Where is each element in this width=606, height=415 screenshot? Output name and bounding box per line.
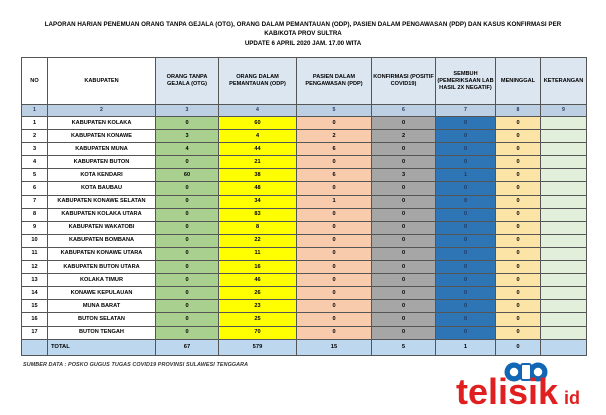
cell-meninggal: 0 xyxy=(496,117,541,130)
cell-keterangan xyxy=(541,208,587,221)
colnum-6: 6 xyxy=(372,105,436,117)
cell-sembuh: 0 xyxy=(436,117,496,130)
cell-kabupaten: KOLAKA TIMUR xyxy=(48,274,156,287)
table-row xyxy=(22,143,587,156)
colnum-2: 2 xyxy=(48,105,156,117)
cell-konfirmasi: 3 xyxy=(372,169,436,182)
cell-odp: 44 xyxy=(219,143,297,156)
cell-meninggal: 0 xyxy=(496,208,541,221)
cell-pdp: 0 xyxy=(297,117,372,130)
cell-meninggal: 0 xyxy=(496,261,541,274)
total-meninggal: 0 xyxy=(496,339,541,355)
cell-no: 6 xyxy=(22,182,48,195)
cell-konfirmasi: 0 xyxy=(372,156,436,169)
cell-odp: 60 xyxy=(219,117,297,130)
cell-otg: 0 xyxy=(156,274,219,287)
table-row xyxy=(22,326,587,339)
total-otg: 67 xyxy=(156,339,219,355)
colnum-1: 1 xyxy=(22,105,48,117)
cell-meninggal: 0 xyxy=(496,195,541,208)
colnum-4: 4 xyxy=(219,105,297,117)
cell-keterangan xyxy=(541,156,587,169)
cell-kabupaten: KABUPATEN KOLAKA UTARA xyxy=(48,208,156,221)
total-label: TOTAL xyxy=(48,339,156,355)
table-row xyxy=(22,313,587,326)
cell-kabupaten: BUTON TENGAH xyxy=(48,326,156,339)
cell-otg: 0 xyxy=(156,221,219,234)
cell-otg: 0 xyxy=(156,287,219,300)
cell-konfirmasi: 0 xyxy=(372,261,436,274)
cell-sembuh: 0 xyxy=(436,287,496,300)
cell-kabupaten: MUNA BARAT xyxy=(48,300,156,313)
cell-otg: 0 xyxy=(156,313,219,326)
cell-meninggal: 0 xyxy=(496,130,541,143)
total-sembuh: 1 xyxy=(436,339,496,355)
cell-otg: 0 xyxy=(156,208,219,221)
cell-no: 5 xyxy=(22,169,48,182)
report-title-update-line: UPDATE 6 APRIL 2020 JAM. 17.00 WITA xyxy=(244,40,362,47)
cell-odp: 23 xyxy=(219,300,297,313)
cell-meninggal: 0 xyxy=(496,169,541,182)
cell-konfirmasi: 2 xyxy=(372,130,436,143)
cell-sembuh: 0 xyxy=(436,143,496,156)
colnum-7: 7 xyxy=(436,105,496,117)
cell-meninggal: 0 xyxy=(496,143,541,156)
colnum-3: 3 xyxy=(156,105,219,117)
table-row xyxy=(22,156,587,169)
cell-pdp: 0 xyxy=(297,234,372,247)
header-sembuh: SEMBUH (PEMERIKSAAN LAB HASIL 2X NEGATIF) xyxy=(436,58,496,105)
header-kabupaten: KABUPATEN xyxy=(48,58,156,105)
cell-otg: 0 xyxy=(156,117,219,130)
cell-keterangan xyxy=(541,313,587,326)
telisik-logo-svg xyxy=(452,358,592,410)
table-row xyxy=(22,195,587,208)
cell-pdp: 0 xyxy=(297,326,372,339)
table-row xyxy=(22,287,587,300)
cell-meninggal: 0 xyxy=(496,313,541,326)
cell-odp: 83 xyxy=(219,208,297,221)
cell-kabupaten: KABUPATEN WAKATOBI xyxy=(48,221,156,234)
cell-sembuh: 0 xyxy=(436,313,496,326)
total-odp: 579 xyxy=(219,339,297,355)
cell-no: 13 xyxy=(22,274,48,287)
cell-konfirmasi: 0 xyxy=(372,287,436,300)
cell-no: 2 xyxy=(22,130,48,143)
cell-no: 8 xyxy=(22,208,48,221)
header-otg: ORANG TANPA GEJALA (OTG) xyxy=(156,58,219,105)
header-row xyxy=(22,58,587,105)
table-row xyxy=(22,182,587,195)
column-number-row xyxy=(22,105,587,117)
cell-sembuh: 0 xyxy=(436,274,496,287)
cell-pdp: 6 xyxy=(297,143,372,156)
colnum-9: 9 xyxy=(541,105,587,117)
cell-sembuh: 0 xyxy=(436,221,496,234)
report-title-line-2: KAB/KOTA PROV SULTRA xyxy=(264,30,342,37)
cell-konfirmasi: 0 xyxy=(372,208,436,221)
cell-keterangan xyxy=(541,234,587,247)
cell-no: 10 xyxy=(22,234,48,247)
cell-odp: 48 xyxy=(219,182,297,195)
table-row xyxy=(22,261,587,274)
cell-kabupaten: KABUPATEN BUTON UTARA xyxy=(48,261,156,274)
cell-keterangan xyxy=(541,143,587,156)
table-row xyxy=(22,274,587,287)
report-title-block xyxy=(30,20,576,48)
colnum-5: 5 xyxy=(297,105,372,117)
cell-keterangan xyxy=(541,326,587,339)
cell-kabupaten: KABUPATEN KONAWE SELATAN xyxy=(48,195,156,208)
cell-no: 7 xyxy=(22,195,48,208)
cell-no: 4 xyxy=(22,156,48,169)
cell-sembuh: 1 xyxy=(436,169,496,182)
cell-odp: 11 xyxy=(219,247,297,260)
table-row xyxy=(22,247,587,260)
cell-sembuh: 0 xyxy=(436,326,496,339)
cell-pdp: 0 xyxy=(297,261,372,274)
telisik-logo xyxy=(452,358,592,410)
cell-kabupaten: KABUPATEN KONAWE xyxy=(48,130,156,143)
report-table-container xyxy=(21,57,586,356)
cell-meninggal: 0 xyxy=(496,221,541,234)
cell-meninggal: 0 xyxy=(496,182,541,195)
cell-pdp: 0 xyxy=(297,287,372,300)
cell-kabupaten: KABUPATEN MUNA xyxy=(48,143,156,156)
cell-odp: 38 xyxy=(219,169,297,182)
cell-sembuh: 0 xyxy=(436,261,496,274)
cell-odp: 16 xyxy=(219,261,297,274)
cell-pdp: 2 xyxy=(297,130,372,143)
cell-konfirmasi: 0 xyxy=(372,313,436,326)
table-header xyxy=(22,58,587,117)
cell-kabupaten: KABUPATEN KOLAKA xyxy=(48,117,156,130)
cell-meninggal: 0 xyxy=(496,326,541,339)
covid-report-table xyxy=(21,57,587,356)
cell-pdp: 0 xyxy=(297,247,372,260)
cell-keterangan xyxy=(541,247,587,260)
total-konfirmasi: 5 xyxy=(372,339,436,355)
cell-otg: 0 xyxy=(156,247,219,260)
cell-meninggal: 0 xyxy=(496,156,541,169)
cell-keterangan xyxy=(541,287,587,300)
cell-otg: 0 xyxy=(156,234,219,247)
table-row xyxy=(22,234,587,247)
cell-odp: 70 xyxy=(219,326,297,339)
cell-keterangan xyxy=(541,221,587,234)
cell-keterangan xyxy=(541,195,587,208)
cell-no: 12 xyxy=(22,261,48,274)
cell-pdp: 0 xyxy=(297,208,372,221)
table-row xyxy=(22,221,587,234)
cell-no: 11 xyxy=(22,247,48,260)
cell-keterangan xyxy=(541,169,587,182)
cell-konfirmasi: 0 xyxy=(372,234,436,247)
cell-keterangan xyxy=(541,261,587,274)
total-pdp: 15 xyxy=(297,339,372,355)
cell-otg: 3 xyxy=(156,130,219,143)
cell-sembuh: 0 xyxy=(436,234,496,247)
table-row xyxy=(22,208,587,221)
cell-pdp: 0 xyxy=(297,221,372,234)
cell-konfirmasi: 0 xyxy=(372,117,436,130)
cell-no: 14 xyxy=(22,287,48,300)
cell-meninggal: 0 xyxy=(496,287,541,300)
cell-meninggal: 0 xyxy=(496,234,541,247)
cell-otg: 0 xyxy=(156,326,219,339)
header-konfirmasi: KONFIRMASI (POSITIF COVID19) xyxy=(372,58,436,105)
cell-no: 1 xyxy=(22,117,48,130)
cell-keterangan xyxy=(541,117,587,130)
source-note: SUMBER DATA : POSKO GUGUS TUGAS COVID19 PROVINSI SULAWESI TENGGARA xyxy=(23,362,249,368)
cell-pdp: 0 xyxy=(297,182,372,195)
cell-konfirmasi: 0 xyxy=(372,221,436,234)
cell-meninggal: 0 xyxy=(496,274,541,287)
cell-konfirmasi: 0 xyxy=(372,247,436,260)
cell-konfirmasi: 0 xyxy=(372,326,436,339)
cell-sembuh: 0 xyxy=(436,195,496,208)
cell-sembuh: 0 xyxy=(436,182,496,195)
cell-no: 3 xyxy=(22,143,48,156)
cell-meninggal: 0 xyxy=(496,300,541,313)
report-title-line-1: LAPORAN HARIAN PENEMUAN ORANG TANPA GEJALA (OTG), ORANG DALAM PEMANTAUAN (ODP), PASIEN DALAM PENGAWASAN (PDP) DAN KASUS KONFIRMASI PER xyxy=(44,21,562,28)
cell-kabupaten: KOTA KENDARI xyxy=(48,169,156,182)
cell-konfirmasi: 0 xyxy=(372,274,436,287)
total-keterangan xyxy=(541,339,587,355)
cell-odp: 22 xyxy=(219,234,297,247)
total-row xyxy=(22,339,587,355)
cell-sembuh: 0 xyxy=(436,130,496,143)
cell-no: 17 xyxy=(22,326,48,339)
header-no: NO xyxy=(22,58,48,105)
cell-otg: 0 xyxy=(156,182,219,195)
cell-no: 16 xyxy=(22,313,48,326)
cell-odp: 46 xyxy=(219,274,297,287)
cell-keterangan xyxy=(541,274,587,287)
cell-sembuh: 0 xyxy=(436,247,496,260)
cell-pdp: 0 xyxy=(297,313,372,326)
cell-otg: 0 xyxy=(156,261,219,274)
cell-pdp: 0 xyxy=(297,274,372,287)
cell-odp: 25 xyxy=(219,313,297,326)
cell-otg: 0 xyxy=(156,195,219,208)
cell-pdp: 0 xyxy=(297,300,372,313)
cell-sembuh: 0 xyxy=(436,208,496,221)
cell-kabupaten: KABUPATEN BOMBANA xyxy=(48,234,156,247)
logo-suffix: id xyxy=(564,388,580,408)
table-body xyxy=(22,117,587,356)
cell-odp: 8 xyxy=(219,221,297,234)
cell-kabupaten: BUTON SELATAN xyxy=(48,313,156,326)
logo-wordmark: telisik xyxy=(456,371,559,410)
cell-no: 15 xyxy=(22,300,48,313)
cell-konfirmasi: 0 xyxy=(372,182,436,195)
colnum-8: 8 xyxy=(496,105,541,117)
cell-otg: 4 xyxy=(156,143,219,156)
cell-odp: 21 xyxy=(219,156,297,169)
cell-keterangan xyxy=(541,300,587,313)
header-keterangan: KETERANGAN xyxy=(541,58,587,105)
cell-keterangan xyxy=(541,182,587,195)
table-row xyxy=(22,130,587,143)
cell-no: 9 xyxy=(22,221,48,234)
cell-meninggal: 0 xyxy=(496,247,541,260)
cell-sembuh: 0 xyxy=(436,156,496,169)
header-odp: ORANG DALAM PEMANTAUAN (ODP) xyxy=(219,58,297,105)
cell-kabupaten: KABUPATEN KONAWE UTARA xyxy=(48,247,156,260)
table-row xyxy=(22,300,587,313)
cell-pdp: 0 xyxy=(297,156,372,169)
cell-sembuh: 0 xyxy=(436,300,496,313)
cell-otg: 0 xyxy=(156,156,219,169)
table-row xyxy=(22,169,587,182)
cell-keterangan xyxy=(541,130,587,143)
cell-kabupaten: KOTA BAUBAU xyxy=(48,182,156,195)
cell-odp: 34 xyxy=(219,195,297,208)
cell-pdp: 1 xyxy=(297,195,372,208)
total-no-spacer xyxy=(22,339,48,355)
cell-konfirmasi: 0 xyxy=(372,300,436,313)
cell-otg: 60 xyxy=(156,169,219,182)
cell-odp: 26 xyxy=(219,287,297,300)
header-pdp: PASIEN DALAM PENGAWASAN (PDP) xyxy=(297,58,372,105)
header-meninggal: MENINGGAL xyxy=(496,58,541,105)
table-row xyxy=(22,117,587,130)
cell-konfirmasi: 0 xyxy=(372,195,436,208)
cell-otg: 0 xyxy=(156,300,219,313)
cell-konfirmasi: 0 xyxy=(372,143,436,156)
cell-odp: 4 xyxy=(219,130,297,143)
cell-kabupaten: KABUPATEN BUTON xyxy=(48,156,156,169)
cell-kabupaten: KONAWE KEPULAUAN xyxy=(48,287,156,300)
cell-pdp: 6 xyxy=(297,169,372,182)
